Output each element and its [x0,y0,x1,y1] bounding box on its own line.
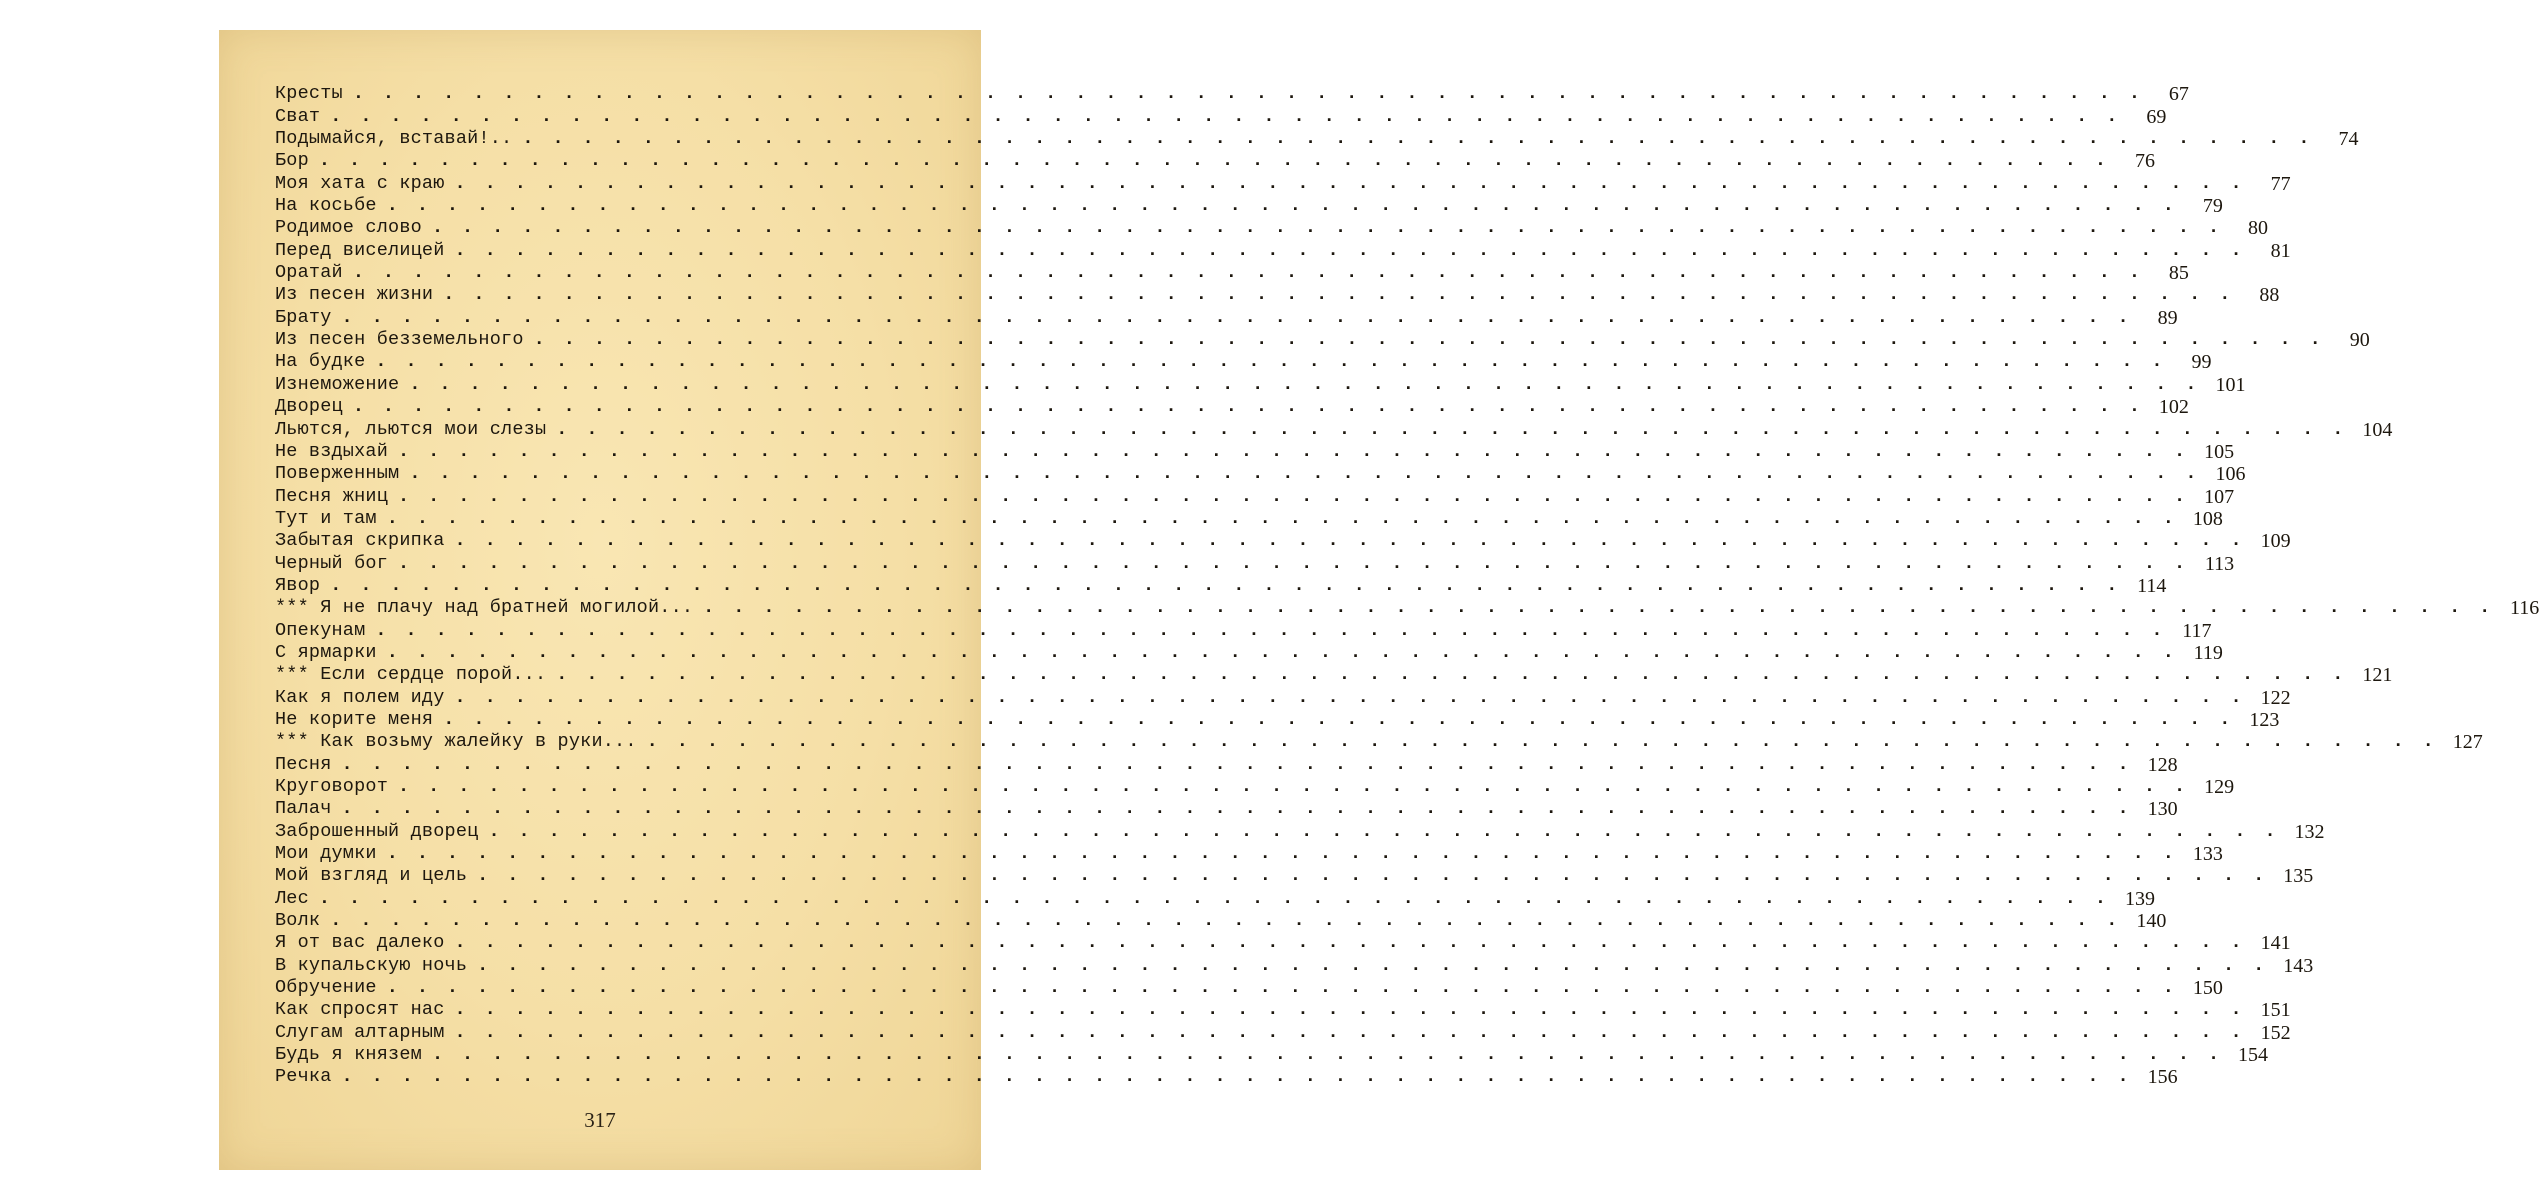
dot-leader: ............................................................ [398,440,2205,462]
toc-entry [275,864,2314,888]
toc-entry [275,440,2235,463]
toc-entry [275,328,2370,352]
toc-entry-title: Мой взгляд и цель [275,865,468,887]
toc-entry-page: 129 [2204,776,2235,798]
dot-leader: ............................................................ [341,798,2148,820]
toc-entry [275,842,2223,866]
toc-entry-title: Из песен безземельного [275,329,524,351]
dot-leader: ............................................................ [398,776,2205,797]
toc-entry-page: 119 [2193,641,2223,664]
toc-entry [275,216,2269,240]
toc-entry-title: Лес [275,887,309,909]
toc-entry-title: Обручение [275,977,377,999]
toc-entry-title: Как спросят нас [275,999,445,1021]
toc-entry [275,238,2291,262]
toc-entry-page: 77 [2270,172,2291,195]
toc-entry-title: Льются, льются мои слезы [275,418,547,440]
toc-entry [275,618,2212,642]
toc-entry-title: Забытая скрипка [275,530,445,552]
toc-entry-title: *** Если сердце порой... [275,664,547,686]
toc-entry-page: 114 [2137,574,2167,597]
dot-leader: ............................................................ [443,284,2250,306]
toc-entry-page: 156 [2147,1066,2178,1089]
toc-entry-page: 108 [2192,507,2223,530]
toc-entry [275,127,2359,151]
toc-entry-page: 76 [2135,150,2156,173]
toc-entry-title: С ярмарки [275,641,377,663]
toc-entry-title: Не вздыхай [275,440,389,462]
toc-entry [275,305,2178,329]
toc-entry-page: 140 [2136,910,2167,933]
toc-entry-page: 104 [2362,418,2393,441]
toc-entry [275,1020,2291,1044]
toc-entry-page: 152 [2260,1021,2291,1044]
toc-entry [275,1043,2269,1067]
toc-entry-title: Мои думки [275,843,377,865]
dot-leader: ............................................................ [352,262,2159,284]
toc-entry-title: Как я полем иду [275,686,445,708]
toc-entry-page: 117 [2182,619,2212,642]
dot-leader: ............................................................ [703,597,2510,619]
toc-entry-page: 143 [2283,954,2314,977]
toc-entry-title: Моя хата с краю [275,172,445,194]
toc-entry [275,574,2167,597]
dot-leader: ............................................................ [409,373,2216,395]
page-number: 317 [584,1108,616,1132]
toc-entry [275,149,2156,173]
toc-entry-title: Я от вас далеко [275,932,445,954]
dot-leader: ............................................................ [522,128,2329,150]
toc-entry [275,261,2189,285]
toc-entry-page: 121 [2362,664,2393,687]
toc-entry-page: 109 [2260,530,2291,553]
toc-entry [275,417,2393,441]
toc-entry-title: Слугам алтарным [275,1021,445,1043]
toc-entry [275,641,2223,664]
book-page [219,30,2539,1170]
dot-leader: ............................................................ [454,932,2261,954]
toc-entry-page: 105 [2204,440,2235,463]
toc-entry-page: 85 [2168,262,2189,285]
toc-entry-page: 79 [2202,195,2223,218]
dot-leader: ............................................................ [454,1021,2261,1043]
toc-entry-title: Песня [275,753,332,775]
dot-leader: ............................................................ [386,507,2193,529]
toc-entry-page: 81 [2270,239,2291,262]
toc-entry [275,82,2189,106]
toc-entry-page: 132 [2294,820,2325,843]
toc-entry-page: 135 [2283,865,2314,888]
dot-leader: ............................................................ [375,351,2182,373]
toc-entry-title: Поверженным [275,463,400,485]
toc-entry-title: Опекунам [275,619,366,641]
toc-entry-page: 99 [2191,351,2212,374]
toc-entry-title: Палач [275,798,332,820]
dot-leader: ............................................................ [341,753,2148,775]
toc-entry-title: Не корите меня [275,708,434,730]
toc-entry-title: Подымайся, вставай!.. [275,128,513,150]
toc-entry [275,462,2246,486]
dot-leader: ............................................................ [330,910,2137,932]
toc-entry-page: 133 [2192,843,2223,866]
toc-entry-page: 127 [2452,731,2483,754]
toc-entry-title: Заброшенный дворец [275,820,479,842]
dot-leader: ............................................................ [646,731,2453,753]
toc-entry [275,395,2189,419]
dot-leader: ............................................................ [341,1066,2148,1088]
toc-entry [275,663,2393,687]
toc-entry-title: Перед виселицей [275,239,445,261]
toc-entry [275,730,2483,754]
toc-entry [275,931,2291,955]
toc-entry-page: 113 [2204,552,2235,575]
toc-entry [275,507,2223,530]
toc-entry-title: Изнеможение [275,373,400,395]
toc-entry-title: Из песен жизни [275,284,434,306]
toc-entry-page: 101 [2215,373,2246,396]
toc-entry-page: 150 [2192,977,2223,1000]
toc-entry-page: 67 [2168,83,2189,106]
toc-entry-page: 90 [2349,329,2370,352]
dot-leader: ............................................................ [488,820,2295,842]
toc-entry-title: *** Как возьму жалейку в руки... [275,731,637,753]
toc-entry [275,283,2280,307]
dot-leader: ............................................................ [375,619,2182,641]
toc-entry-page: 122 [2260,686,2291,709]
dot-leader: ............................................................ [386,641,2193,663]
toc-entry-title: Бор [275,150,309,172]
toc-entry [275,372,2246,396]
dot-leader: ............................................................ [386,843,2193,865]
dot-leader: ............................................................ [409,463,2216,485]
toc-entry [275,886,2156,910]
toc-entry [275,171,2291,195]
dot-leader: ............................................................ [477,865,2284,887]
toc-entry-page: 89 [2157,306,2178,329]
toc-entry-page: 154 [2238,1044,2269,1067]
toc-entry [275,953,2314,977]
dot-leader: ............................................................ [454,172,2261,194]
dot-leader: ............................................................ [330,105,2137,127]
toc-entry [275,998,2291,1022]
toc-entry-title: Дворец [275,396,343,418]
toc-entry-title: Тут и там [275,507,377,529]
toc-entry-title: На косьбе [275,195,377,217]
dot-leader: ............................................................ [341,306,2148,328]
toc-entry-title: На будке [275,351,366,373]
dot-leader: ............................................................ [454,686,2261,708]
table-of-contents [275,82,2539,1089]
toc-entry-title: Кресты [275,83,343,105]
toc-entry [275,484,2235,508]
toc-entry-page: 80 [2248,217,2269,240]
toc-entry-page: 69 [2146,105,2167,128]
dot-leader: ............................................................ [431,1044,2239,1066]
toc-entry-page: 130 [2147,798,2178,821]
toc-entry-title: Явор [275,574,321,596]
toc-entry-page: 141 [2260,932,2291,955]
toc-entry [275,819,2325,843]
dot-leader: ............................................................ [352,396,2159,418]
dot-leader: ............................................................ [330,574,2137,596]
toc-entry-title: Черный бог [275,552,389,574]
toc-entry-title: Родимое слово [275,217,422,239]
toc-entry [275,909,2167,933]
toc-entry-page: 88 [2259,284,2280,307]
dot-leader: ............................................................ [556,664,2363,686]
toc-entry-title: Песня жниц [275,485,389,507]
toc-entry-title: Волк [275,910,321,932]
dot-leader: ............................................................ [398,485,2205,507]
toc-entry-title: В купальскую ночь [275,954,468,976]
toc-entry-page: 102 [2158,396,2189,419]
toc-entry [275,104,2167,128]
toc-entry-title: Оратай [275,262,343,284]
dot-leader: ............................................................ [386,195,2193,217]
toc-entry [275,194,2223,218]
toc-entry-page: 151 [2260,999,2291,1022]
dot-leader: ............................................................ [443,708,2250,730]
toc-entry [275,797,2178,821]
dot-leader: ............................................................ [533,329,2340,351]
toc-entry-title: Будь я князем [275,1044,422,1066]
toc-entry-page: 128 [2147,753,2178,776]
dot-leader: ............................................................ [318,887,2126,909]
dot-leader: ............................................................ [398,552,2205,574]
toc-entry-page: 116 [2510,597,2539,620]
toc-entry-title: Речка [275,1066,332,1088]
toc-entry [275,551,2235,575]
toc-entry [275,529,2291,553]
dot-leader: ............................................................ [431,217,2239,239]
toc-entry-page: 107 [2204,485,2235,508]
dot-leader: ............................................................ [454,999,2261,1021]
dot-leader: ............................................................ [352,83,2159,105]
dot-leader: ............................................................ [318,150,2126,172]
toc-entry [275,976,2223,1000]
toc-entry-title: Сват [275,105,321,127]
toc-entry-page: 74 [2338,128,2359,151]
toc-entry-title: *** Я не плачу над братней могилой... [275,597,694,619]
dot-leader: ............................................................ [477,954,2284,976]
toc-entry [275,1065,2178,1089]
toc-entry-page: 139 [2125,887,2156,910]
toc-entry [275,708,2280,731]
toc-entry [275,350,2212,374]
toc-entry [275,752,2178,776]
toc-entry-title: Брату [275,306,332,328]
toc-entry [275,775,2235,798]
dot-leader: ............................................................ [454,239,2261,261]
dot-leader: ............................................................ [454,530,2261,552]
toc-entry [275,685,2291,709]
dot-leader: ............................................................ [556,418,2363,440]
toc-entry [275,596,2539,620]
dot-leader: ............................................................ [386,977,2193,999]
toc-entry-page: 106 [2215,463,2246,486]
toc-entry-page: 123 [2249,708,2280,731]
toc-entry-title: Круговорот [275,776,389,797]
